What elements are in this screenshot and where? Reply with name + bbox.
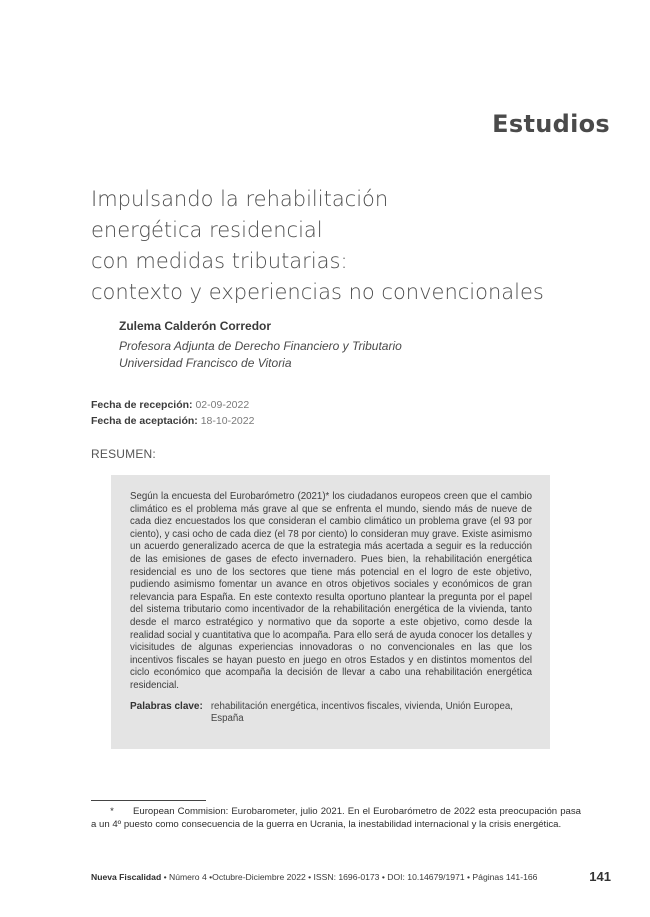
title-line: contexto y experiencias no convencionales — [91, 280, 544, 304]
accepted-label: Fecha de aceptación: — [91, 415, 198, 427]
article-title — [91, 184, 591, 308]
keywords-row — [130, 701, 532, 726]
page-footer — [91, 869, 611, 884]
footnote-text: European Commision: Eurobarometer, julio 2021. En el Eurobarómetro de 2022 esta preocupación pasa a un 4º puesto como consecuencia de la guerra en Ucrania, la inestabilidad internacional y la crisis energética. — [91, 806, 581, 830]
abstract-text: Según la encuesta del Eurobarómetro (2021)* los ciudadanos europeos creen que el cambio climático es el problema más grave al que se enfrenta el mundo, siendo más de nueve de cada diez encuestados los que consideran el cambio climático un problema grave (el 93 por ciento), y casi ocho de cada diez (el 78 por ciento) lo consideran muy grave. Existe asimismo un acuerdo generalizado acerca de que la estrategia más acertada a seguir es la reducción de las emisiones de gases de efecto invernadero. Pues bien, la rehabilitación energética residencial es uno de los sectores que tiene más potencial en el logro de este objetivo, pudiendo asimismo fomentar un avance en otros objetivos sociales y económicos de gran relevancia para España. En este contexto resulta oportuno plantear la pregunta por el papel del sistema tributario como incentivador de la rehabilitación energética de la vivienda, tanto desde el marco estratégico y normativo que da soporte a este objetivo, como desde la realidad social y cuantitativa que lo acompaña. Para ello será de ayuda conocer los detalles y vicisitudes de algunas experiencias innovadoras o no convencionales en las que los incentivos fiscales se hayan puesto en juego en otros Estados y en distintos momentos del ciclo económico que acompaña la decisión de llevar a cabo una rehabilitación energética residencial. — [130, 491, 532, 691]
author-name: Zulema Calderón Corredor — [119, 319, 272, 333]
article-dates — [91, 397, 254, 429]
received-date-row — [91, 397, 254, 413]
accepted-date-row — [91, 413, 254, 429]
author-position: Profesora Adjunta de Derecho Financiero y Tributario — [119, 339, 402, 353]
received-date: 02-09-2022 — [195, 399, 250, 411]
received-label: Fecha de recepción: — [91, 399, 193, 411]
keywords-label: Palabras clave: — [130, 700, 203, 712]
footnote — [91, 805, 581, 831]
footnote-divider — [91, 800, 206, 801]
page-number: 141 — [589, 869, 611, 884]
title-line: con medidas tributarias: — [91, 249, 348, 273]
keywords-value: rehabilitación energética, incentivos fiscales, vivienda, Unión Europea, España — [210, 700, 513, 725]
author-university: Universidad Francisco de Vitoria — [119, 356, 292, 370]
journal-name: Nueva Fiscalidad — [91, 871, 162, 882]
abstract-heading: RESUMEN: — [91, 447, 156, 461]
footer-citation — [91, 872, 537, 882]
title-line: Impulsando la rehabilitación — [91, 187, 389, 211]
accepted-date: 18-10-2022 — [200, 415, 255, 427]
journal-details: • Número 4 •Octubre-Diciembre 2022 • ISSN: 1696-0173 • DOI: 10.14679/1971 • Páginas 141-166 — [161, 871, 538, 882]
abstract-box — [111, 475, 550, 749]
footnote-mark: * — [110, 806, 114, 817]
title-line: energética residencial — [91, 218, 323, 242]
section-label: Estudios — [492, 110, 610, 138]
author-block — [119, 319, 402, 372]
